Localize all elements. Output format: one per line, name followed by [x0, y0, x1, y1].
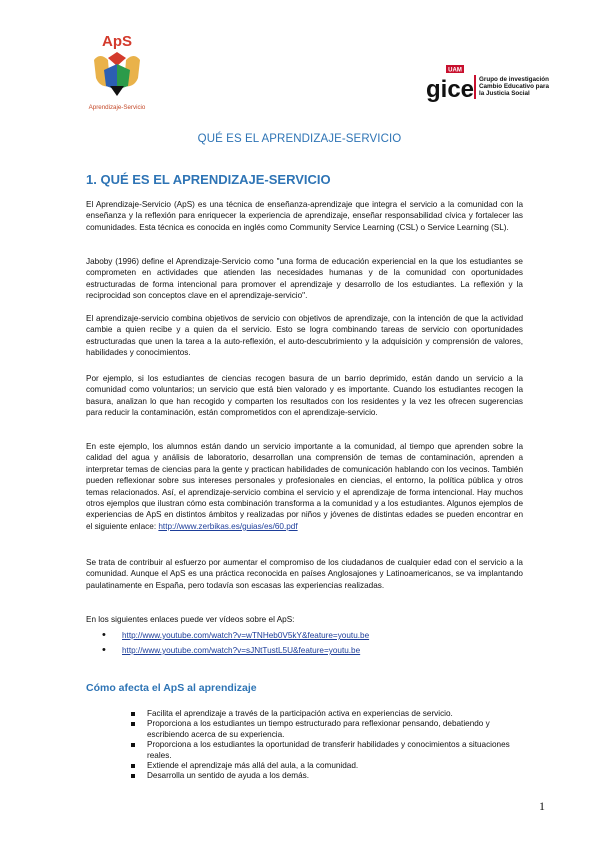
gice-divider — [474, 75, 476, 99]
square-bullet-icon — [131, 722, 135, 726]
youtube-link-1[interactable]: http://www.youtube.com/watch?v=wTNHeb0V5kY&feature=youtu.be — [122, 631, 370, 640]
effects-list — [131, 709, 523, 782]
gice-wordmark: gice — [426, 76, 475, 103]
list-item — [100, 643, 523, 658]
list-item — [131, 740, 523, 761]
zerbikas-link[interactable]: http://www.zerbikas.es/guias/es/60.pdf — [158, 521, 298, 531]
effect-item-4: Extiende el aprendizaje más allá del aula, a la comunidad. — [147, 761, 359, 771]
paragraph-4: Por ejemplo, si los estudiantes de ciencias recogen basura de un barrio deprimido, están dando un servicio a la comunidad como voluntarios; un servicio que está bien valorado y es importante. Cuando los estudiantes recogen la basura, analizan lo que han recogido y comparten los resultados con los residentes y la vez les ofrecen sugerencias para reducir la contaminación, están comprometidos con el aprendizaje-servicio. — [86, 374, 523, 418]
gice-line-3: la Justicia Social — [479, 90, 530, 97]
effect-item-2: Proporciona a los estudiantes un tiempo estructurado para reflexionar pensando, debatiendo y escribiendo acerca de su experiencia. — [147, 719, 490, 739]
gice-line-2: Cambio Educativo para — [479, 83, 549, 90]
paragraph-1: El Aprendizaje-Servicio (ApS) es una técnica de enseñanza-aprendizaje que integra el servicio a la comunidad con la enseñanza y la reflexión para enriquecer la experiencia de aprendizaje, enseñar responsabilidad cívica y fortalecer las comunidades. Esta técnica es conocida en inglés como Community Service Learning (CSL) o Service Learning (SL). — [86, 200, 523, 232]
aps-logo — [86, 30, 148, 112]
aps-logo-text: ApS — [102, 33, 132, 50]
paragraph-2: Jaboby (1996) define el Aprendizaje-Servicio como "una forma de educación experiencial en la que los estudiantes se comprometen en actividades que atienden las necesidades humanas y de la comunidad con oportunidades estructuradas de forma intencional para promover el aprendizaje y desarrollo de los estudiantes. La reflexión y la reciprocidad son conceptos clave en el aprendizaje-servicio". — [86, 257, 523, 301]
section-1-heading: 1. QUÉ ES EL APRENDIZAJE-SERVICIO — [86, 172, 331, 187]
paragraph-5 — [86, 441, 523, 532]
effect-item-1: Facilita el aprendizaje a través de la participación activa en experiencias de servicio. — [147, 709, 453, 718]
list-item — [131, 709, 523, 719]
page-number: 1 — [539, 799, 545, 813]
square-bullet-icon — [131, 774, 135, 778]
section-2-heading: Cómo afecta el ApS al aprendizaje — [86, 682, 257, 694]
bullet-icon: • — [102, 629, 106, 641]
aps-figure-black — [110, 86, 124, 96]
list-item — [131, 761, 523, 771]
gice-line-1: Grupo de investigación — [479, 76, 549, 83]
list-item — [131, 719, 523, 740]
paragraph-5-text: En este ejemplo, los alumnos están dando un servicio importante a la comunidad, al tiempo que aprenden sobre la calidad del agua y análisis de laboratorio, desarrollan una comprensión de temas de contaminación, aprenden a interpretar temas de ciencias para la gente y practican habilidades de comunicación hablando con los vecinos. También pueden reflexionar sobre sus intereses personales y profesionales en ciencias, el entorno, la política pública y otros temas relacionados. Así, el aprendizaje-servicio combina el servicio y el aprendizaje de forma intencional. Hay muchos otros ejemplos que ilustran cómo esta combinación transforma a la comunidad y a los estudiantes. Algunos ejemplos de experiencias de ApS en distintos ámbitos y realizadas por niños y jóvenes de distintas edades se pueden encontrar en el siguiente enlace: — [86, 442, 523, 531]
effect-item-5: Desarrolla un sentido de ayuda a los demás. — [147, 771, 310, 781]
paragraph-3: El aprendizaje-servicio combina objetivos de servicio con objetivos de aprendizaje, con la intención de que la actividad cambie a quien recibe y a quien da el servicio. Esto se logra combinando tareas de servicio con oportunidades estructuradas que unen la tarea a la auto-reflexión, el auto-descubrimiento y la adquisición y comprensión de valores, habilidades y conocimientos. — [86, 314, 523, 358]
square-bullet-icon — [131, 712, 135, 716]
video-links-list — [100, 628, 523, 658]
document-title: QUÉ ES EL APRENDIZAJE-SERVICIO — [197, 133, 402, 145]
aps-logo-caption: Aprendizaje-Servicio — [88, 104, 146, 111]
paragraph-6: Se trata de contribuir al esfuerzo por aumentar el compromiso de los ciudadanos de cualquier edad con el servicio a la comunidad. Aunque el ApS es una práctica reconocida en países Anglosajones y Latinoamericanos, se va implantando paulatinamente en España, pero todavía son escasas las experiencias realizadas. — [86, 558, 523, 590]
youtube-link-2[interactable]: http://www.youtube.com/watch?v=sJNtTustL5U&feature=youtu.be — [122, 646, 361, 655]
square-bullet-icon — [131, 764, 135, 768]
list-item — [131, 771, 523, 781]
gice-tag: UAM — [448, 67, 462, 74]
bullet-icon: • — [102, 644, 106, 656]
effect-item-3: Proporciona a los estudiantes la oportunidad de transferir habilidades y conocimientos a situaciones reales. — [147, 740, 510, 760]
list-item — [100, 628, 523, 643]
paragraph-7: En los siguientes enlaces puede ver vídeos sobre el ApS: — [86, 615, 295, 624]
aps-figure-red — [108, 52, 126, 66]
gice-logo — [426, 65, 556, 105]
square-bullet-icon — [131, 743, 135, 747]
